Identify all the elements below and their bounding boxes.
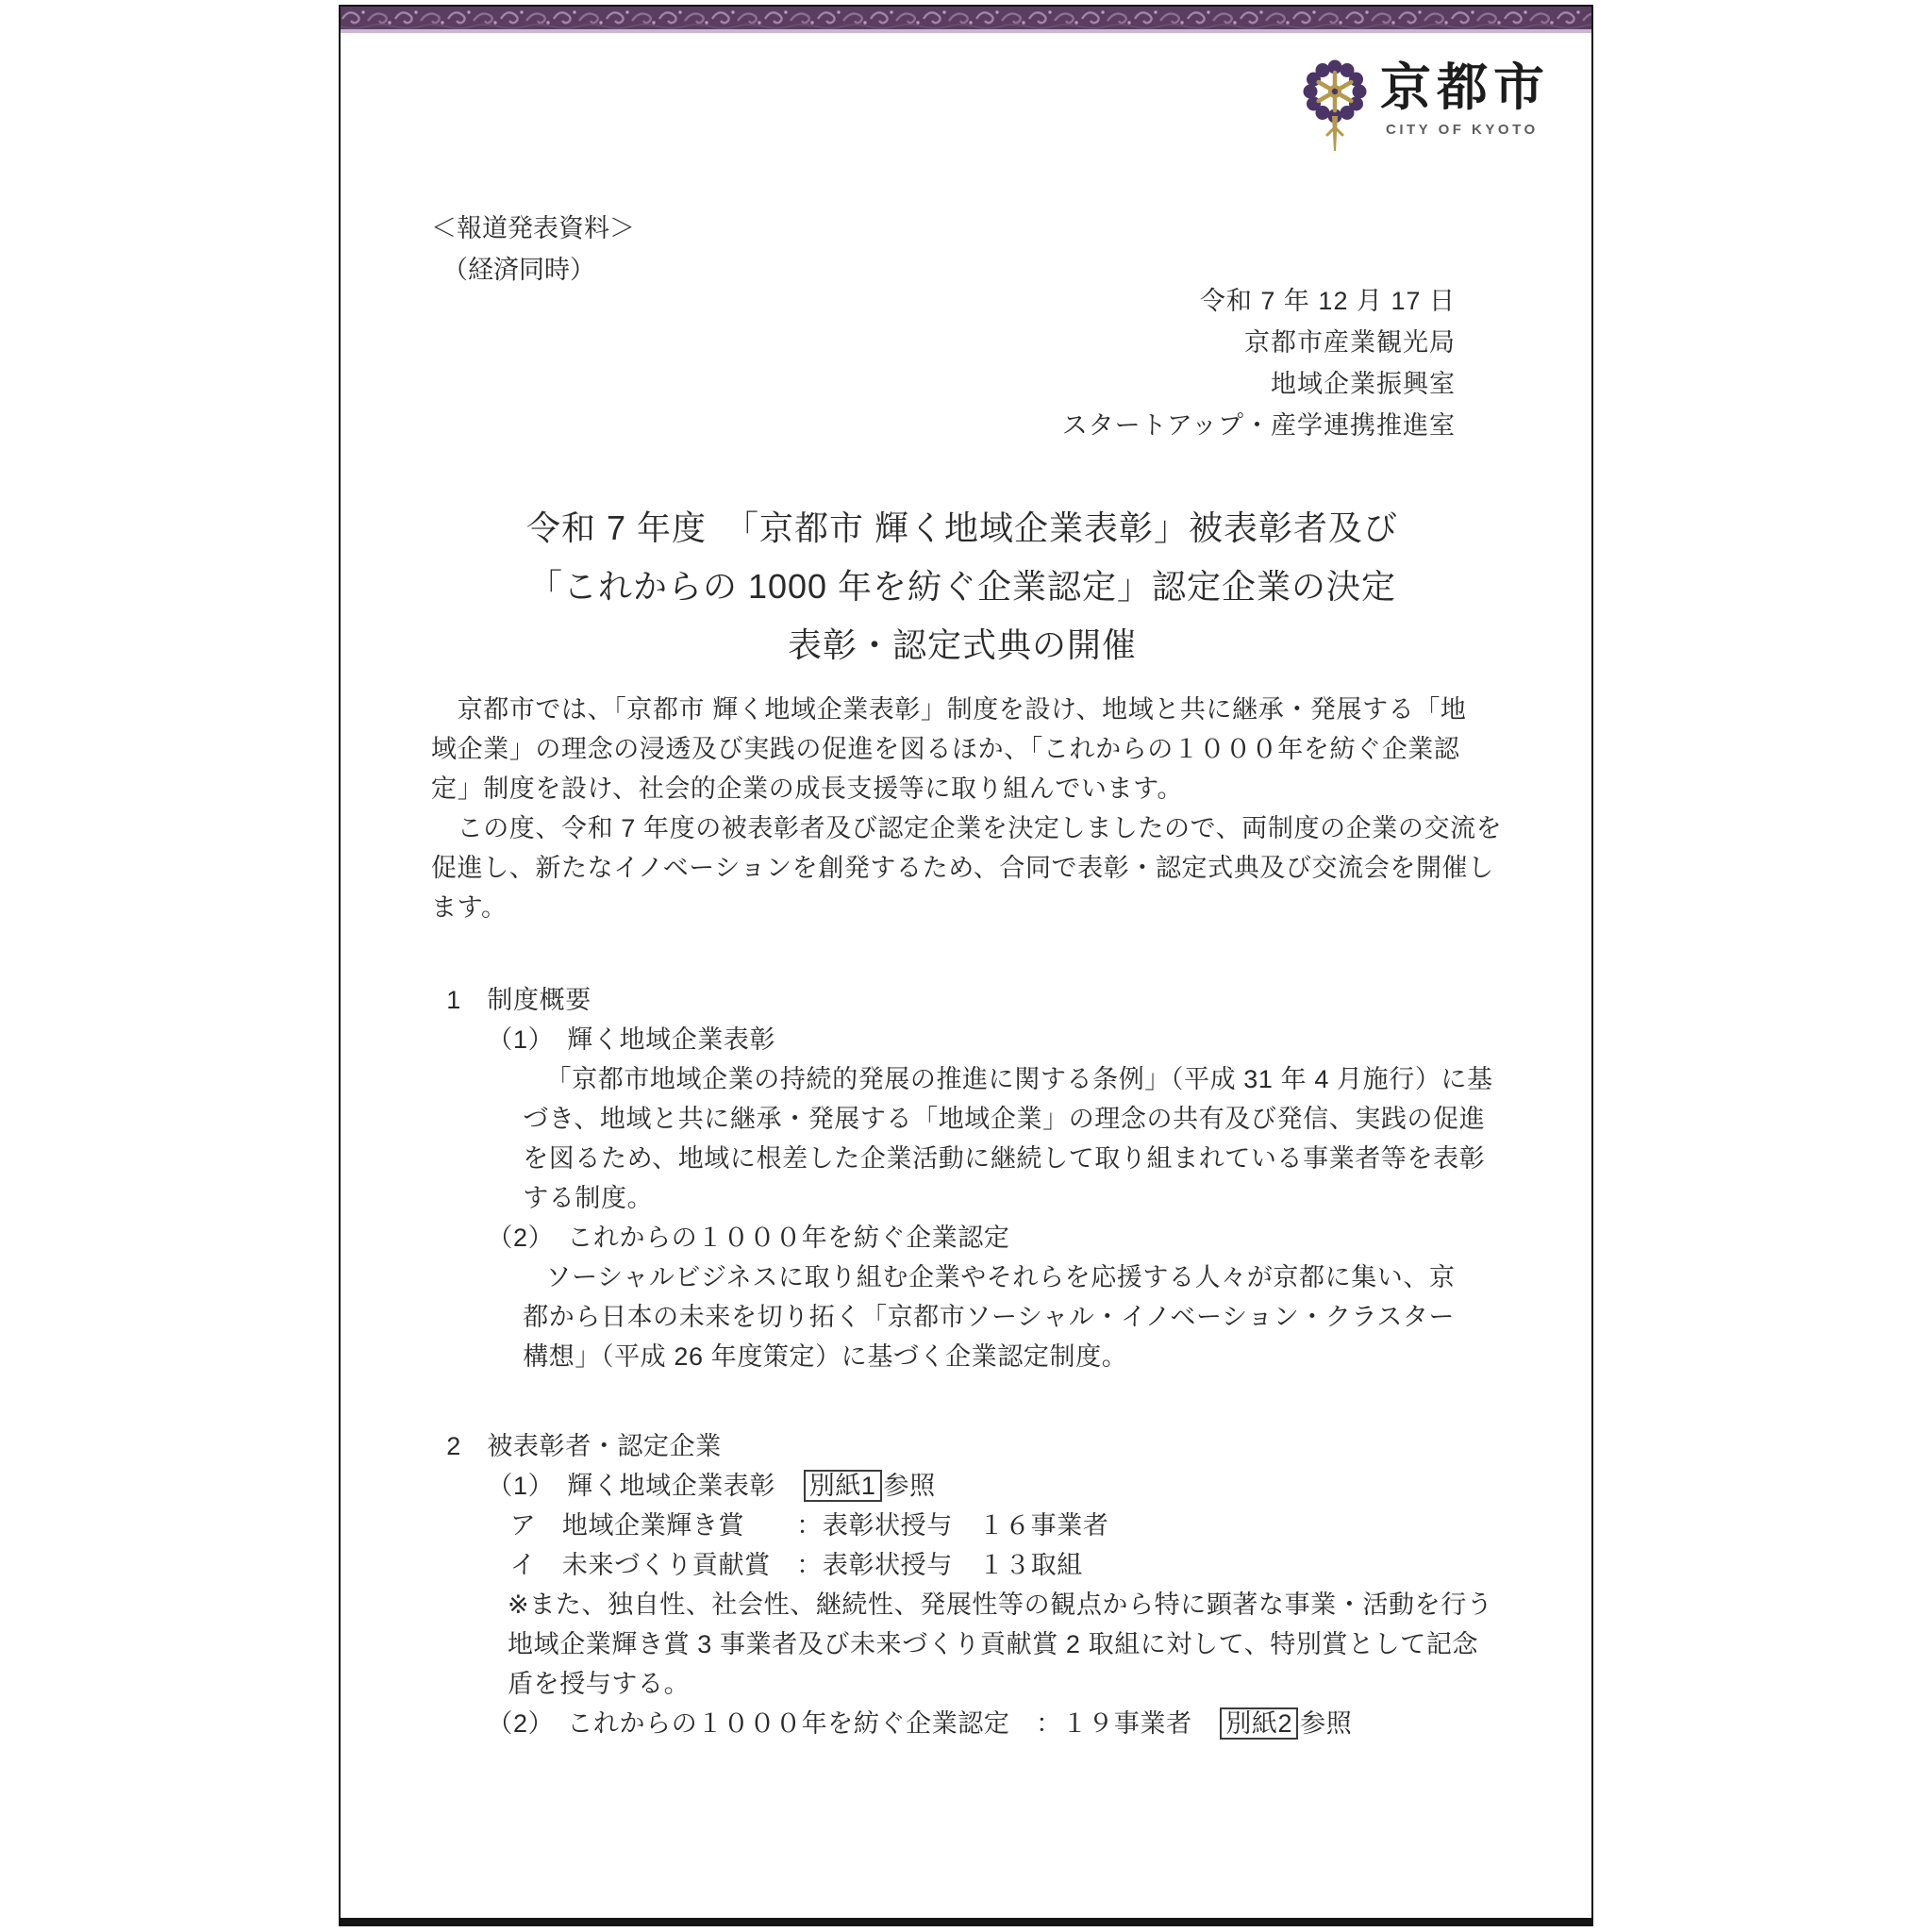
text-line: 「これからの 1000 年を紡ぐ企業認定」認定企業の決定 [527, 567, 1397, 606]
text-line: 2 被表彰者・認定企業 [446, 1432, 722, 1460]
kyoto-city-logo [1301, 56, 1584, 159]
text-line: 表彰・認定式典の開催 [787, 625, 1137, 664]
logo-city-name: 京都市 [1380, 59, 1550, 116]
text-line: 域企業」の理念の浸透及び実践の促進を図るほか、「これからの１０００年を紡ぐ企業認 [431, 735, 1460, 763]
text-segment: 参照 [1300, 1709, 1353, 1738]
decorative-border-band [341, 7, 1591, 29]
intro-paragraphs [431, 690, 1544, 927]
text-line: ※また、独自性、社会性、継続性、発展性等の観点から特に顕著な事業・活動を行う [508, 1591, 1493, 1619]
text-line: 促進し、新たなイノベーションを創発するため、合同で表彰・認定式典及び交流会を開催し [431, 854, 1494, 882]
text-line: イ 未来づくり貢献賞 ：表彰状授与 １３取組 [509, 1551, 1083, 1579]
text-line: （1） 輝く地域企業表彰 [487, 1025, 776, 1054]
text-line: 定」制度を設け、社会的企業の成長支援等に取り組んでいます。 [431, 774, 1184, 803]
release-date: 令和 7 年 12 月 17 日 [1199, 287, 1456, 315]
text-line: 1 制度概要 [446, 986, 591, 1014]
text-line: づき、地域と共に継承・発展する「地域企業」の理念の共有及び発信、実践の促進 [523, 1105, 1486, 1133]
text-line: ます。 [431, 893, 508, 922]
decorative-border-underline [341, 29, 1591, 33]
text-segment: 参照 [883, 1472, 936, 1500]
department-lines [812, 322, 1456, 446]
text-line: この度、令和 7 年度の被表彰者及び認定企業を決定しましたので、両制度の企業の交流を [431, 814, 1503, 842]
logo-city-subtitle: CITY OF KYOTO [1386, 122, 1539, 138]
text-line: （2） これからの１０００年を紡ぐ企業認定 [487, 1224, 1010, 1252]
text-line: 令和 7 年度 「京都市 輝く地域企業表彰」被表彰者及び [525, 508, 1399, 547]
section-2-awardees-certified-companies [431, 1426, 1544, 1743]
text-line: 地域企業輝き賞 3 事業者及び未来づくり貢献賞 2 取組に対して、特別賞として記念 [508, 1630, 1479, 1658]
text-line: ア 地域企業輝き賞 ：表彰状授与 １６事業者 [509, 1511, 1109, 1540]
attachment-ref-box: 別紙1 [804, 1470, 882, 1502]
text-line: 盾を授与する。 [508, 1670, 691, 1698]
document-title [431, 499, 1493, 675]
press-release-label: ＜報道発表資料＞ [431, 214, 635, 242]
text-line: する制度。 [523, 1184, 654, 1212]
text-line: 都から日本の未来を切り拓く「京都市ソーシャル・イノベーション・クラスター [523, 1303, 1456, 1331]
release-timing-note: （経済同時） [442, 256, 595, 284]
attachment-ref-box: 別紙2 [1220, 1707, 1298, 1740]
text-line: 構想」（平成 26 年度策定）に基づく企業認定制度。 [523, 1342, 1128, 1371]
kyoto-city-emblem-icon [1301, 58, 1369, 154]
text-line: スタートアップ・産学連携推進室 [1061, 411, 1456, 440]
text-line [431, 1704, 1544, 1743]
press-release-page [339, 5, 1593, 1926]
text-line [431, 1466, 1544, 1506]
text-line: 「京都市地域企業の持続的発展の推進に関する条例」（平成 31 年 4 月施行）に基 [545, 1065, 1493, 1093]
ornament-pattern [341, 7, 1591, 29]
text-line: 京都市産業観光局 [1244, 328, 1456, 357]
text-line: 京都市では、「京都市 輝く地域企業表彰」制度を設け、地域と共に継承・発展する「地 [431, 695, 1467, 724]
text-line: を図るため、地域に根差した企業活動に継続して取り組まれている事業者等を表彰 [523, 1144, 1486, 1173]
text-line: ソーシャルビジネスに取り組む企業やそれらを応援する人々が京都に集い、京 [545, 1263, 1456, 1291]
date-and-department-block [812, 280, 1456, 446]
text-segment: （1） 輝く地域企業表彰 [487, 1472, 802, 1500]
text-segment: （2） これからの１０００年を紡ぐ企業認定 ：１９事業者 [487, 1709, 1219, 1738]
section-1-system-overview [431, 980, 1544, 1376]
text-line: 地域企業振興室 [1271, 370, 1456, 398]
